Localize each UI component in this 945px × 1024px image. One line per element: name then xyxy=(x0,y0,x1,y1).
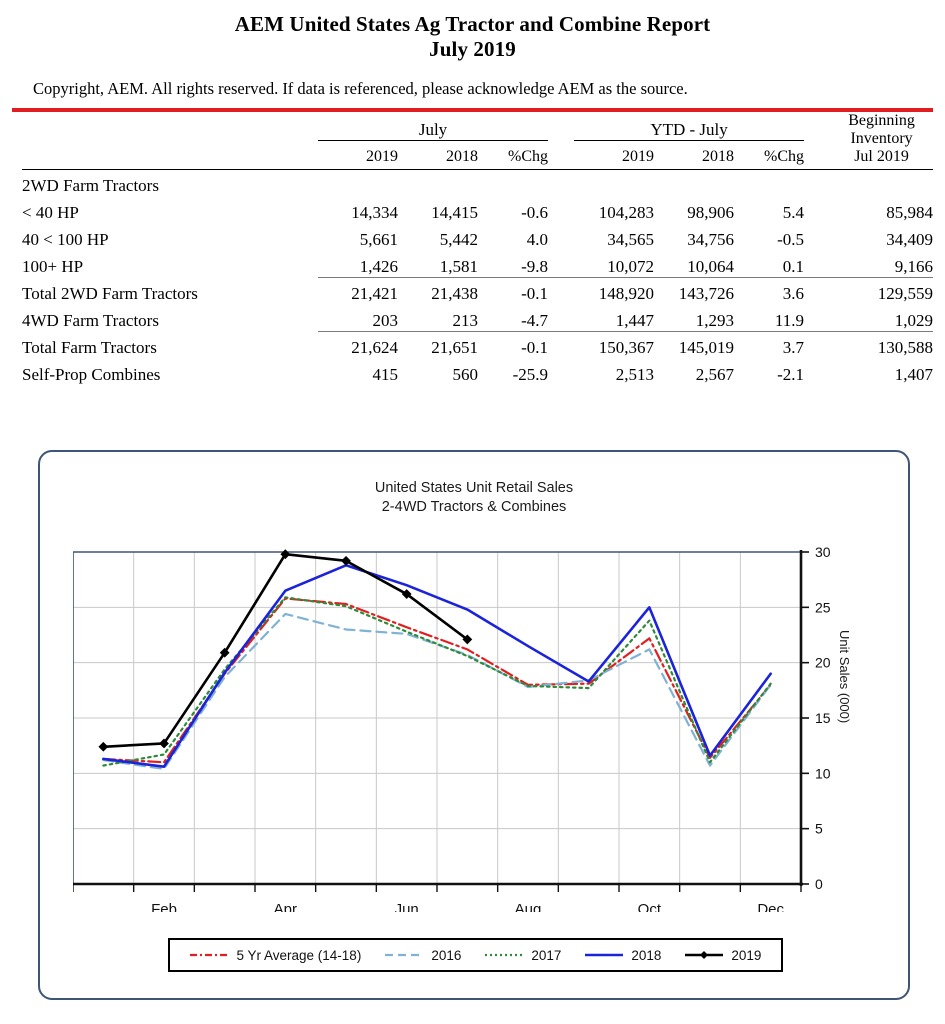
header-ytd-pctchg: %Chg xyxy=(764,148,805,165)
copyright-notice: Copyright, AEM. All rights reserved. If data is referenced, please acknowledge AEM as the source. xyxy=(33,79,688,98)
cell-ytd-2018: 145,019 xyxy=(654,331,734,358)
legend-label: 5 Yr Average (14-18) xyxy=(236,947,362,963)
x-axis-tick-label: Dec xyxy=(757,901,785,912)
header-july-2019: 2019 xyxy=(366,148,398,165)
spacer-cell xyxy=(804,277,830,304)
cell-ytd-2018: 98,906 xyxy=(687,203,735,222)
header-beginning-inventory xyxy=(830,112,933,166)
cell-july-2018: 5,442 xyxy=(439,230,478,249)
header-ytd-2018: 2018 xyxy=(702,148,735,165)
report-header xyxy=(0,0,945,62)
spacer-cell xyxy=(548,250,574,277)
chart-subtitle: 2-4WD Tractors & Combines xyxy=(381,499,567,515)
row-label: 4WD Farm Tractors xyxy=(22,311,159,330)
y-axis-tick-label: 0 xyxy=(815,876,823,892)
y-axis-tick-label: 5 xyxy=(815,820,823,837)
cell-beginning-inventory: 9,166 xyxy=(894,256,934,276)
cell-july-2018: 21,438 xyxy=(398,277,478,304)
header-july: July xyxy=(318,112,548,140)
legend-swatch-2017 xyxy=(484,948,524,962)
chart-card xyxy=(38,450,910,1000)
cell-ytd-2018 xyxy=(654,169,734,196)
cell-july-2018: 1,581 xyxy=(439,256,478,276)
legend-swatch-avg xyxy=(189,948,229,962)
spacer-cell xyxy=(804,331,830,358)
cell-ytd-2019: 104,283 xyxy=(598,203,655,222)
row-label: < 40 HP xyxy=(22,203,79,222)
cell-ytd-pctchg: 11.9 xyxy=(774,310,805,330)
cell-july-pctchg: -4.7 xyxy=(521,310,549,330)
header-inventory-line3: Jul 2019 xyxy=(854,148,909,165)
cell-july-pctchg: -0.1 xyxy=(478,277,548,304)
spacer-cell xyxy=(548,223,574,250)
cell-july-pctchg: -25.9 xyxy=(512,365,549,384)
cell-beginning-inventory: 85,984 xyxy=(886,203,934,222)
cell-july-2019: 1,426 xyxy=(359,256,398,276)
header-ytd-2019: 2019 xyxy=(622,148,655,165)
cell-ytd-2018: 143,726 xyxy=(654,277,734,304)
line-chart-svg xyxy=(73,544,879,912)
cell-july-2019: 21,421 xyxy=(318,277,398,304)
cell-ytd-2018: 10,064 xyxy=(687,256,735,276)
y-axis-tick-label: 10 xyxy=(815,765,831,782)
cell-july-2018: 14,415 xyxy=(431,203,478,222)
row-label: Self-Prop Combines xyxy=(22,365,161,384)
cell-ytd-2019: 10,072 xyxy=(607,256,655,276)
cell-ytd-pctchg: 3.6 xyxy=(734,277,804,304)
y-axis-label: Unit Sales (000) xyxy=(837,630,852,724)
sales-table xyxy=(22,112,933,385)
table-row xyxy=(22,196,933,223)
header-inventory-line1: Beginning xyxy=(848,112,915,129)
cell-july-2018: 213 xyxy=(452,310,478,330)
cell-july-2018: 560 xyxy=(452,365,478,384)
header-inventory-line2: Inventory xyxy=(850,130,913,147)
spacer-cell xyxy=(548,277,574,304)
table-row xyxy=(22,169,933,196)
spacer-cell xyxy=(804,196,830,223)
cell-beginning-inventory: 34,409 xyxy=(886,230,934,249)
cell-ytd-2019: 1,447 xyxy=(615,310,655,330)
cell-july-pctchg: -9.8 xyxy=(521,256,549,276)
chart-title-line1: United States Unit Retail Sales xyxy=(374,480,574,496)
row-label: 40 < 100 HP xyxy=(22,230,109,249)
cell-july-pctchg: 4.0 xyxy=(526,230,549,249)
spacer-cell xyxy=(804,358,830,385)
table-row xyxy=(22,223,933,250)
legend-item[interactable] xyxy=(384,948,461,963)
table-row xyxy=(22,277,933,304)
cell-ytd-2019: 150,367 xyxy=(574,331,654,358)
cell-ytd-2019 xyxy=(574,169,654,196)
cell-ytd-2018: 34,756 xyxy=(687,230,735,249)
cell-beginning-inventory: 130,588 xyxy=(830,331,933,358)
x-axis-tick-label: Feb xyxy=(151,901,177,912)
cell-ytd-2018: 1,293 xyxy=(695,310,735,330)
x-axis-tick-label: Jun xyxy=(394,901,419,912)
table-group-header-row xyxy=(22,112,933,140)
legend-item[interactable] xyxy=(484,948,561,963)
cell-ytd-pctchg: -0.5 xyxy=(777,230,805,249)
chart-title xyxy=(40,452,908,517)
cell-beginning-inventory: 129,559 xyxy=(830,277,933,304)
cell-ytd-2019: 2,513 xyxy=(615,365,655,384)
cell-beginning-inventory: 1,029 xyxy=(894,310,934,330)
table-row xyxy=(22,358,933,385)
page-title-line2: July 2019 xyxy=(429,37,516,61)
spacer-cell xyxy=(548,196,574,223)
header-july-pctchg: %Chg xyxy=(508,148,549,165)
spacer-cell xyxy=(804,169,830,196)
cell-ytd-pctchg: 3.7 xyxy=(734,331,804,358)
x-axis-tick-label: Apr xyxy=(273,901,298,912)
y-axis-tick-label: 20 xyxy=(815,654,831,671)
cell-july-2018: 21,651 xyxy=(398,331,478,358)
table-body xyxy=(22,169,933,385)
legend-item[interactable] xyxy=(189,948,361,963)
cell-july-pctchg: -0.1 xyxy=(478,331,548,358)
cell-ytd-2019: 148,920 xyxy=(574,277,654,304)
cell-july-2019: 14,334 xyxy=(351,203,398,222)
table-row xyxy=(22,304,933,331)
row-label: Total Farm Tractors xyxy=(22,338,157,357)
cell-ytd-2018: 2,567 xyxy=(695,365,735,384)
legend-swatch-2019 xyxy=(684,948,724,962)
cell-july-2019: 5,661 xyxy=(359,230,398,249)
cell-ytd-pctchg xyxy=(734,169,804,196)
legend-label: 2016 xyxy=(431,947,462,963)
cell-ytd-pctchg: 0.1 xyxy=(782,256,805,276)
cell-july-pctchg xyxy=(478,169,548,196)
table-row xyxy=(22,331,933,358)
row-label: 100+ HP xyxy=(22,257,84,276)
x-axis-tick-label: Oct xyxy=(637,901,662,912)
y-axis-tick-label: 30 xyxy=(815,544,831,560)
y-axis-tick-label: 25 xyxy=(815,599,831,616)
chart-plot-area xyxy=(73,544,879,912)
spacer-cell xyxy=(548,169,574,196)
cell-ytd-pctchg: -2.1 xyxy=(777,365,805,384)
legend-item[interactable] xyxy=(584,948,661,963)
legend-label: 2017 xyxy=(531,947,562,963)
cell-july-2019: 203 xyxy=(372,310,398,330)
legend-swatch-2018 xyxy=(584,948,624,962)
header-july-2018: 2018 xyxy=(446,148,478,165)
cell-july-2019: 21,624 xyxy=(318,331,398,358)
legend-label: 2019 xyxy=(731,947,762,963)
cell-july-2018 xyxy=(398,169,478,196)
row-label: Total 2WD Farm Tractors xyxy=(22,284,198,303)
chart-legend xyxy=(168,938,783,972)
cell-beginning-inventory: 1,407 xyxy=(894,365,934,384)
legend-item[interactable] xyxy=(684,948,761,963)
spacer-cell xyxy=(804,304,830,331)
cell-ytd-2019: 34,565 xyxy=(607,230,655,249)
legend-label: 2018 xyxy=(631,947,662,963)
cell-july-2019 xyxy=(318,169,398,196)
row-label: 2WD Farm Tractors xyxy=(22,176,159,195)
cell-july-pctchg: -0.6 xyxy=(521,203,549,222)
cell-july-2019: 415 xyxy=(372,365,398,384)
spacer-cell xyxy=(548,358,574,385)
spacer-cell xyxy=(804,250,830,277)
cell-ytd-pctchg: 5.4 xyxy=(782,203,805,222)
x-axis-tick-label: Aug xyxy=(514,901,542,912)
cell-beginning-inventory xyxy=(830,169,933,196)
table-row xyxy=(22,250,933,277)
page-title-line1: AEM United States Ag Tractor and Combine Report xyxy=(234,12,711,36)
table-sub-header-row xyxy=(22,140,933,166)
legend-swatch-2016 xyxy=(384,948,424,962)
y-axis-tick-label: 15 xyxy=(815,710,831,726)
header-ytd-july: YTD - July xyxy=(574,112,804,140)
spacer-cell xyxy=(548,331,574,358)
spacer-cell xyxy=(548,304,574,331)
spacer-cell xyxy=(804,223,830,250)
